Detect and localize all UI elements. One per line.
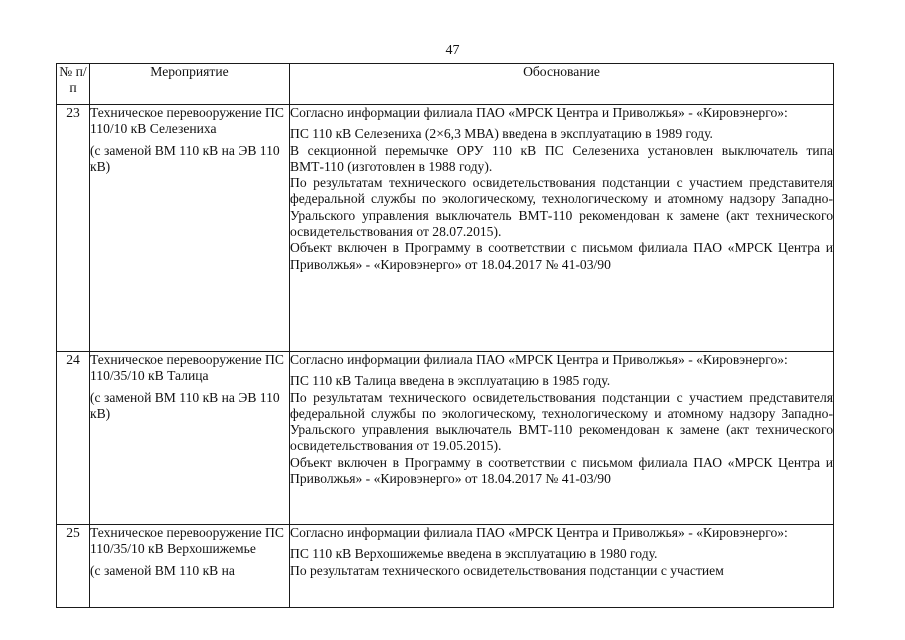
event-cell — [90, 525, 290, 608]
basis-cell — [290, 105, 834, 352]
basis-cell — [290, 525, 834, 608]
basis-paragraph: Объект включен в Программу в соответствии с письмом филиала ПАО «МРСК Центра и Приволжья» - «Кировэнерго» от 18.04.2017 № 41-03/90 — [290, 240, 833, 272]
basis-paragraph: По результатам технического освидетельствования подстанции с участием — [290, 562, 724, 578]
basis-paragraph: ПС 110 кВ Верхошижемье введена в эксплуатацию в 1980 году. — [290, 546, 658, 562]
basis-cell — [290, 352, 834, 525]
event-note: (с заменой ВМ 110 кВ на — [90, 562, 235, 578]
event-title: Техническое перевооружение ПС 110/10 кВ Селезениха — [90, 105, 284, 137]
row-number: 23 — [57, 105, 90, 352]
event-title: Техническое перевооружение ПС 110/35/10 кВ Талица — [90, 352, 284, 384]
header-event: Мероприятие — [90, 64, 290, 105]
table-header-row — [57, 64, 834, 105]
page-number: 47 — [445, 43, 460, 58]
basis-paragraph: ПС 110 кВ Талица введена в эксплуатацию в 1985 году. — [290, 373, 611, 389]
row-number: 24 — [57, 352, 90, 525]
event-cell — [90, 352, 290, 525]
basis-paragraph: Объект включен в Программу в соответствии с письмом филиала ПАО «МРСК Центра и Приволжья» - «Кировэнерго» от 18.04.2017 № 41-03/90 — [290, 454, 833, 487]
justification-table — [56, 63, 834, 608]
header-basis: Обоснование — [290, 64, 834, 105]
table-row — [57, 525, 834, 608]
basis-paragraph: По результатам технического освидетельствования подстанции с участием представителя федеральной службы по экологическому, технологическому и атомному надзору Западно-Уральского управления выключатель ВМТ-110 рекомендован к замене (акт технического освидетельствования от 28.07.2015). — [290, 175, 833, 240]
basis-paragraph: По результатам технического освидетельствования подстанции с участием представителя федеральной службы по экологическому, технологическому и атомному надзору Западно-Уральского управления выключатель ВМТ-110 рекомендован к замене (акт технического освидетельствования от 19.05.2015). — [290, 389, 833, 454]
event-note: (с заменой ВМ 110 кВ на ЭВ 110 кВ) — [90, 389, 280, 421]
basis-paragraph: ПС 110 кВ Селезениха (2×6,3 МВА) введена в эксплуатацию в 1989 году. — [290, 126, 713, 142]
table-row — [57, 105, 834, 352]
basis-intro: Согласно информации филиала ПАО «МРСК Центра и Приволжья» - «Кировэнерго»: — [290, 525, 788, 540]
basis-intro: Согласно информации филиала ПАО «МРСК Центра и Приволжья» - «Кировэнерго»: — [290, 105, 788, 120]
event-title: Техническое перевооружение ПС 110/35/10 кВ Верхошижемье — [90, 525, 284, 557]
basis-paragraph: В секционной перемычке ОРУ 110 кВ ПС Селезениха установлен выключатель типа ВМТ-110 (изготовлен в 1988 году). — [290, 142, 833, 174]
row-number: 25 — [57, 525, 90, 608]
table-row — [57, 352, 834, 525]
basis-intro: Согласно информации филиала ПАО «МРСК Центра и Приволжья» - «Кировэнерго»: — [290, 352, 788, 367]
header-number: № п/п — [57, 64, 90, 105]
event-note: (с заменой ВМ 110 кВ на ЭВ 110 кВ) — [90, 142, 280, 174]
event-cell — [90, 105, 290, 352]
